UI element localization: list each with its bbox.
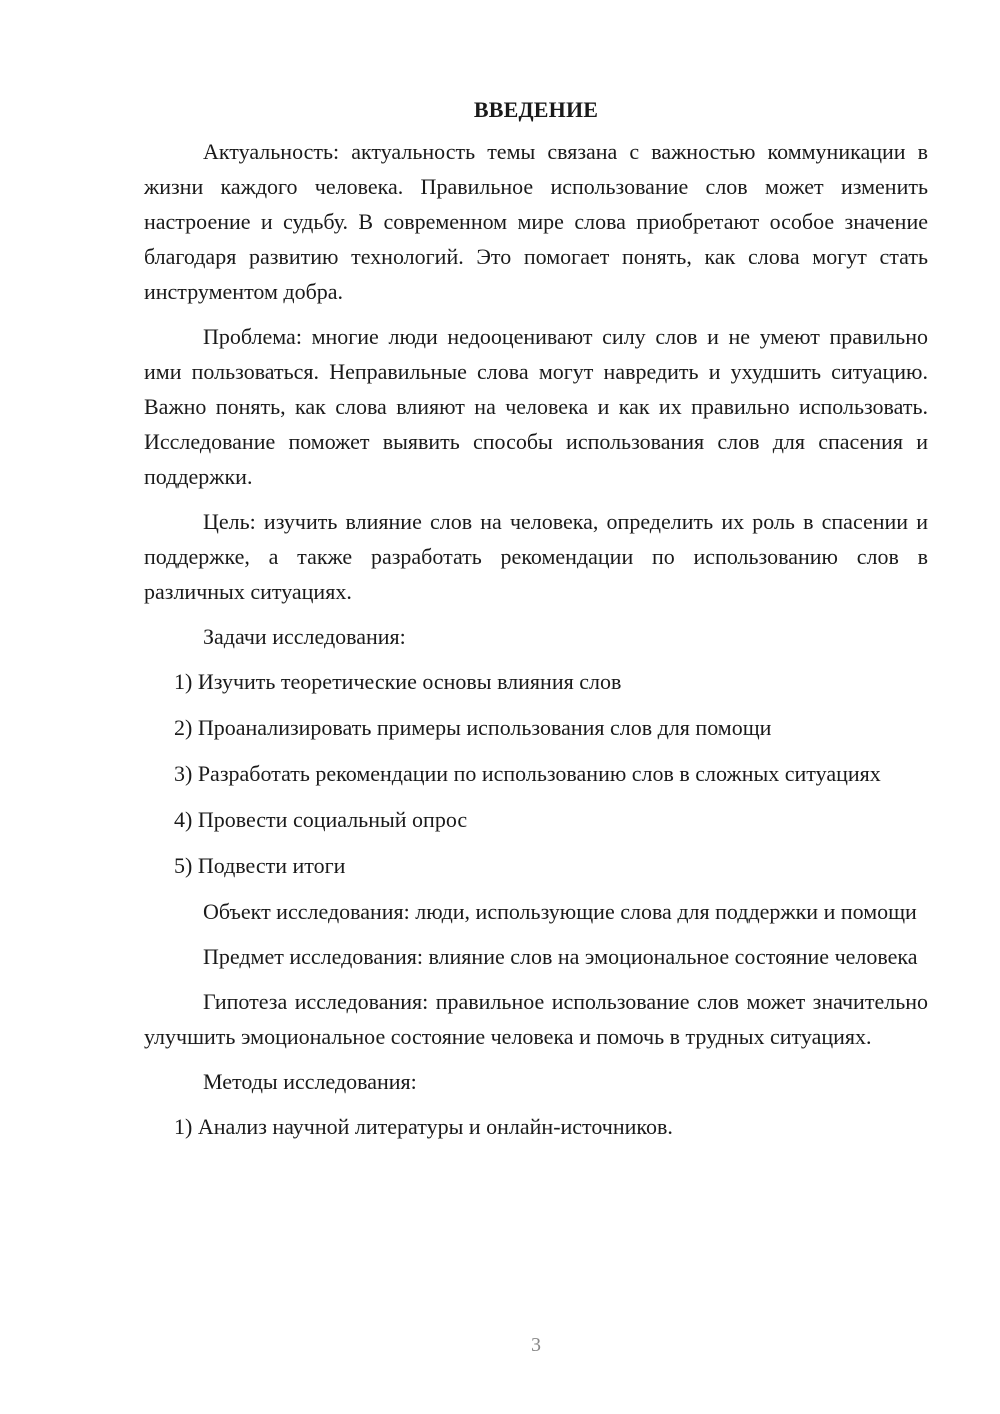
task-item: 5) Подвести итоги	[174, 853, 346, 878]
tasks-heading: Задачи исследования:	[203, 624, 406, 649]
page-number: 3	[531, 1334, 541, 1356]
problem-paragraph: Проблема: многие люди недооценивают силу слов и не умеют правильно ими пользоваться. Неправильные слова могут навредить и ухудшить ситуацию. Важно понять, как слова влияют на человека и как их правильно использовать. Исследование поможет выявить способы использования слов для спасения и поддержки.	[144, 324, 928, 489]
task-item: 4) Провести социальный опрос	[174, 807, 468, 832]
methods-heading: Методы исследования:	[203, 1069, 417, 1094]
task-item: 2) Проанализировать примеры использования слов для помощи	[174, 715, 772, 740]
task-item: 3) Разработать рекомендации по использованию слов в сложных ситуациях	[174, 761, 881, 786]
object-paragraph: Объект исследования: люди, использующие слова для поддержки и помощи	[203, 899, 917, 924]
relevance-paragraph: Актуальность: актуальность темы связана с важностью коммуникации в жизни каждого человека. Правильное использование слов может изменить настроение и судьбу. В современном мире слова приобретают особое значение благодаря развитию технологий. Это помогает понять, как слова могут стать инструментом добра.	[144, 139, 928, 304]
page-content	[144, 92, 928, 1155]
hypothesis-paragraph: Гипотеза исследования: правильное использование слов может значительно улучшить эмоциональное состояние человека и помочь в трудных ситуациях.	[144, 989, 928, 1049]
section-title: ВВЕДЕНИЕ	[473, 97, 599, 122]
task-item: 1) Изучить теоретические основы влияния слов	[174, 669, 622, 694]
subject-paragraph: Предмет исследования: влияние слов на эмоциональное состояние человека	[203, 944, 918, 969]
method-item: 1) Анализ научной литературы и онлайн-источников.	[174, 1114, 673, 1139]
goal-paragraph: Цель: изучить влияние слов на человека, определить их роль в спасении и поддержке, а также разработать рекомендации по использованию слов в различных ситуациях.	[144, 509, 928, 604]
